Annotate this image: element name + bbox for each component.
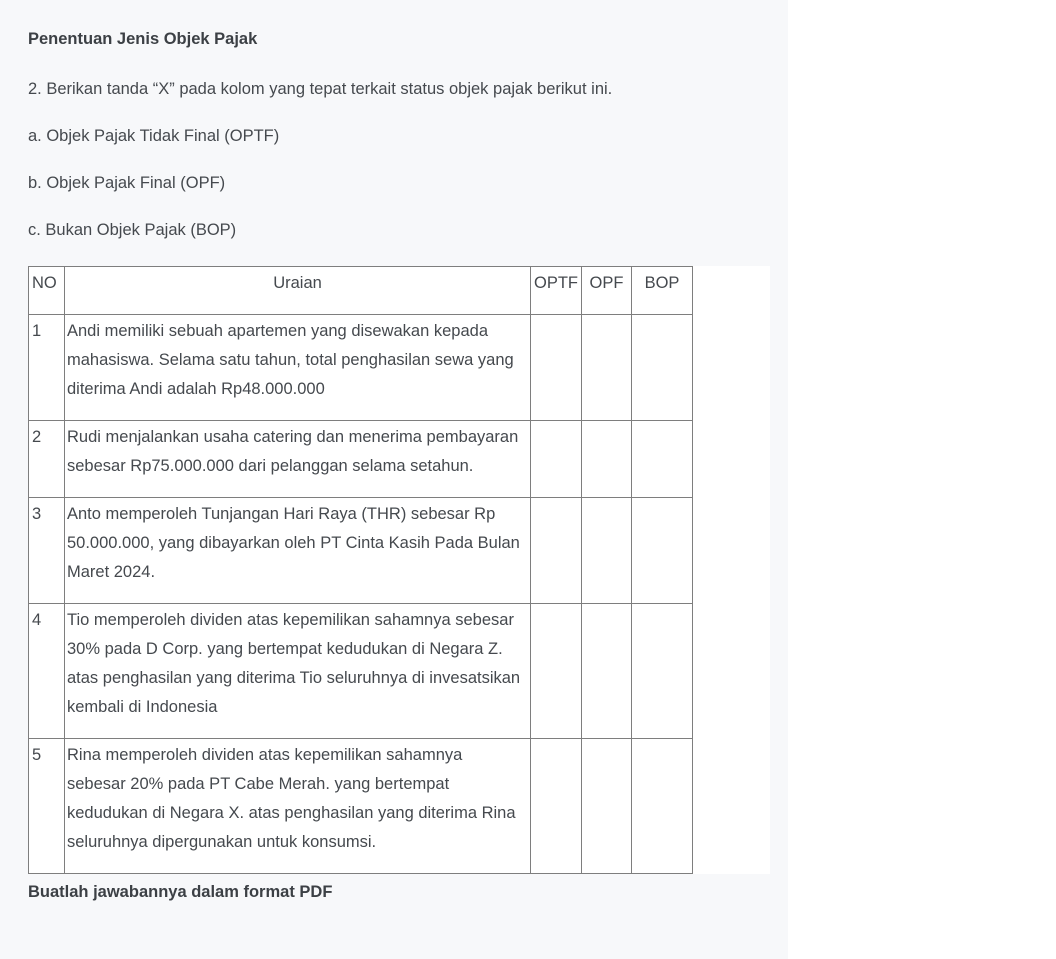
opf-answer-cell (582, 604, 632, 739)
table-header-row (29, 267, 693, 315)
optf-answer-cell (531, 739, 582, 874)
header-no: NO (29, 267, 65, 315)
table-body (29, 315, 693, 874)
page-title: Penentuan Jenis Objek Pajak (28, 30, 258, 48)
row-number-cell: 2 (29, 421, 65, 498)
table-row (29, 421, 693, 498)
option-a: a. Objek Pajak Tidak Final (OPTF) (28, 127, 280, 145)
table-row (29, 604, 693, 739)
row-number-cell: 5 (29, 739, 65, 874)
header-uraian: Uraian (65, 267, 531, 315)
table-row (29, 739, 693, 874)
optf-answer-cell (531, 604, 582, 739)
uraian-cell: Andi memiliki sebuah apartemen yang disewakan kepada mahasiswa. Selama satu tahun, total penghasilan sewa yang diterima Andi adalah Rp48.000.000 (65, 315, 531, 421)
bop-answer-cell (632, 604, 693, 739)
opf-answer-cell (582, 739, 632, 874)
bop-answer-cell (632, 421, 693, 498)
header-optf: OPTF (531, 267, 582, 315)
opf-answer-cell (582, 498, 632, 604)
tax-object-table (28, 266, 693, 874)
opf-answer-cell (582, 315, 632, 421)
bop-answer-cell (632, 315, 693, 421)
opf-answer-cell (582, 421, 632, 498)
header-bop: BOP (632, 267, 693, 315)
bop-answer-cell (632, 739, 693, 874)
optf-answer-cell (531, 421, 582, 498)
uraian-cell: Rudi menjalankan usaha catering dan menerima pembayaran sebesar Rp75.000.000 dari pelanggan selama setahun. (65, 421, 531, 498)
instruction-text: 2. Berikan tanda “X” pada kolom yang tepat terkait status objek pajak berikut ini. (28, 80, 613, 98)
bop-answer-cell (632, 498, 693, 604)
row-number-cell: 4 (29, 604, 65, 739)
optf-answer-cell (531, 315, 582, 421)
header-opf: OPF (582, 267, 632, 315)
table-row (29, 498, 693, 604)
option-c: c. Bukan Objek Pajak (BOP) (28, 221, 237, 239)
table-container (28, 266, 770, 874)
uraian-cell: Tio memperoleh dividen atas kepemilikan sahamnya sebesar 30% pada D Corp. yang bertempat kedudukan di Negara Z. atas penghasilan yang diterima Tio seluruhnya di invesatsikan kembali di Indonesia (65, 604, 531, 739)
uraian-cell: Anto memperoleh Tunjangan Hari Raya (THR) sebesar Rp 50.000.000, yang dibayarkan oleh PT Cinta Kasih Pada Bulan Maret 2024. (65, 498, 531, 604)
table-row (29, 315, 693, 421)
row-number-cell: 1 (29, 315, 65, 421)
uraian-cell: Rina memperoleh dividen atas kepemilikan sahamnya sebesar 20% pada PT Cabe Merah. yang bertempat kedudukan di Negara X. atas penghasilan yang diterima Rina seluruhnya dipergunakan untuk konsumsi. (65, 739, 531, 874)
option-b: b. Objek Pajak Final (OPF) (28, 174, 226, 192)
footer-note: Buatlah jawabannya dalam format PDF (28, 883, 333, 901)
optf-answer-cell (531, 498, 582, 604)
row-number-cell: 3 (29, 498, 65, 604)
